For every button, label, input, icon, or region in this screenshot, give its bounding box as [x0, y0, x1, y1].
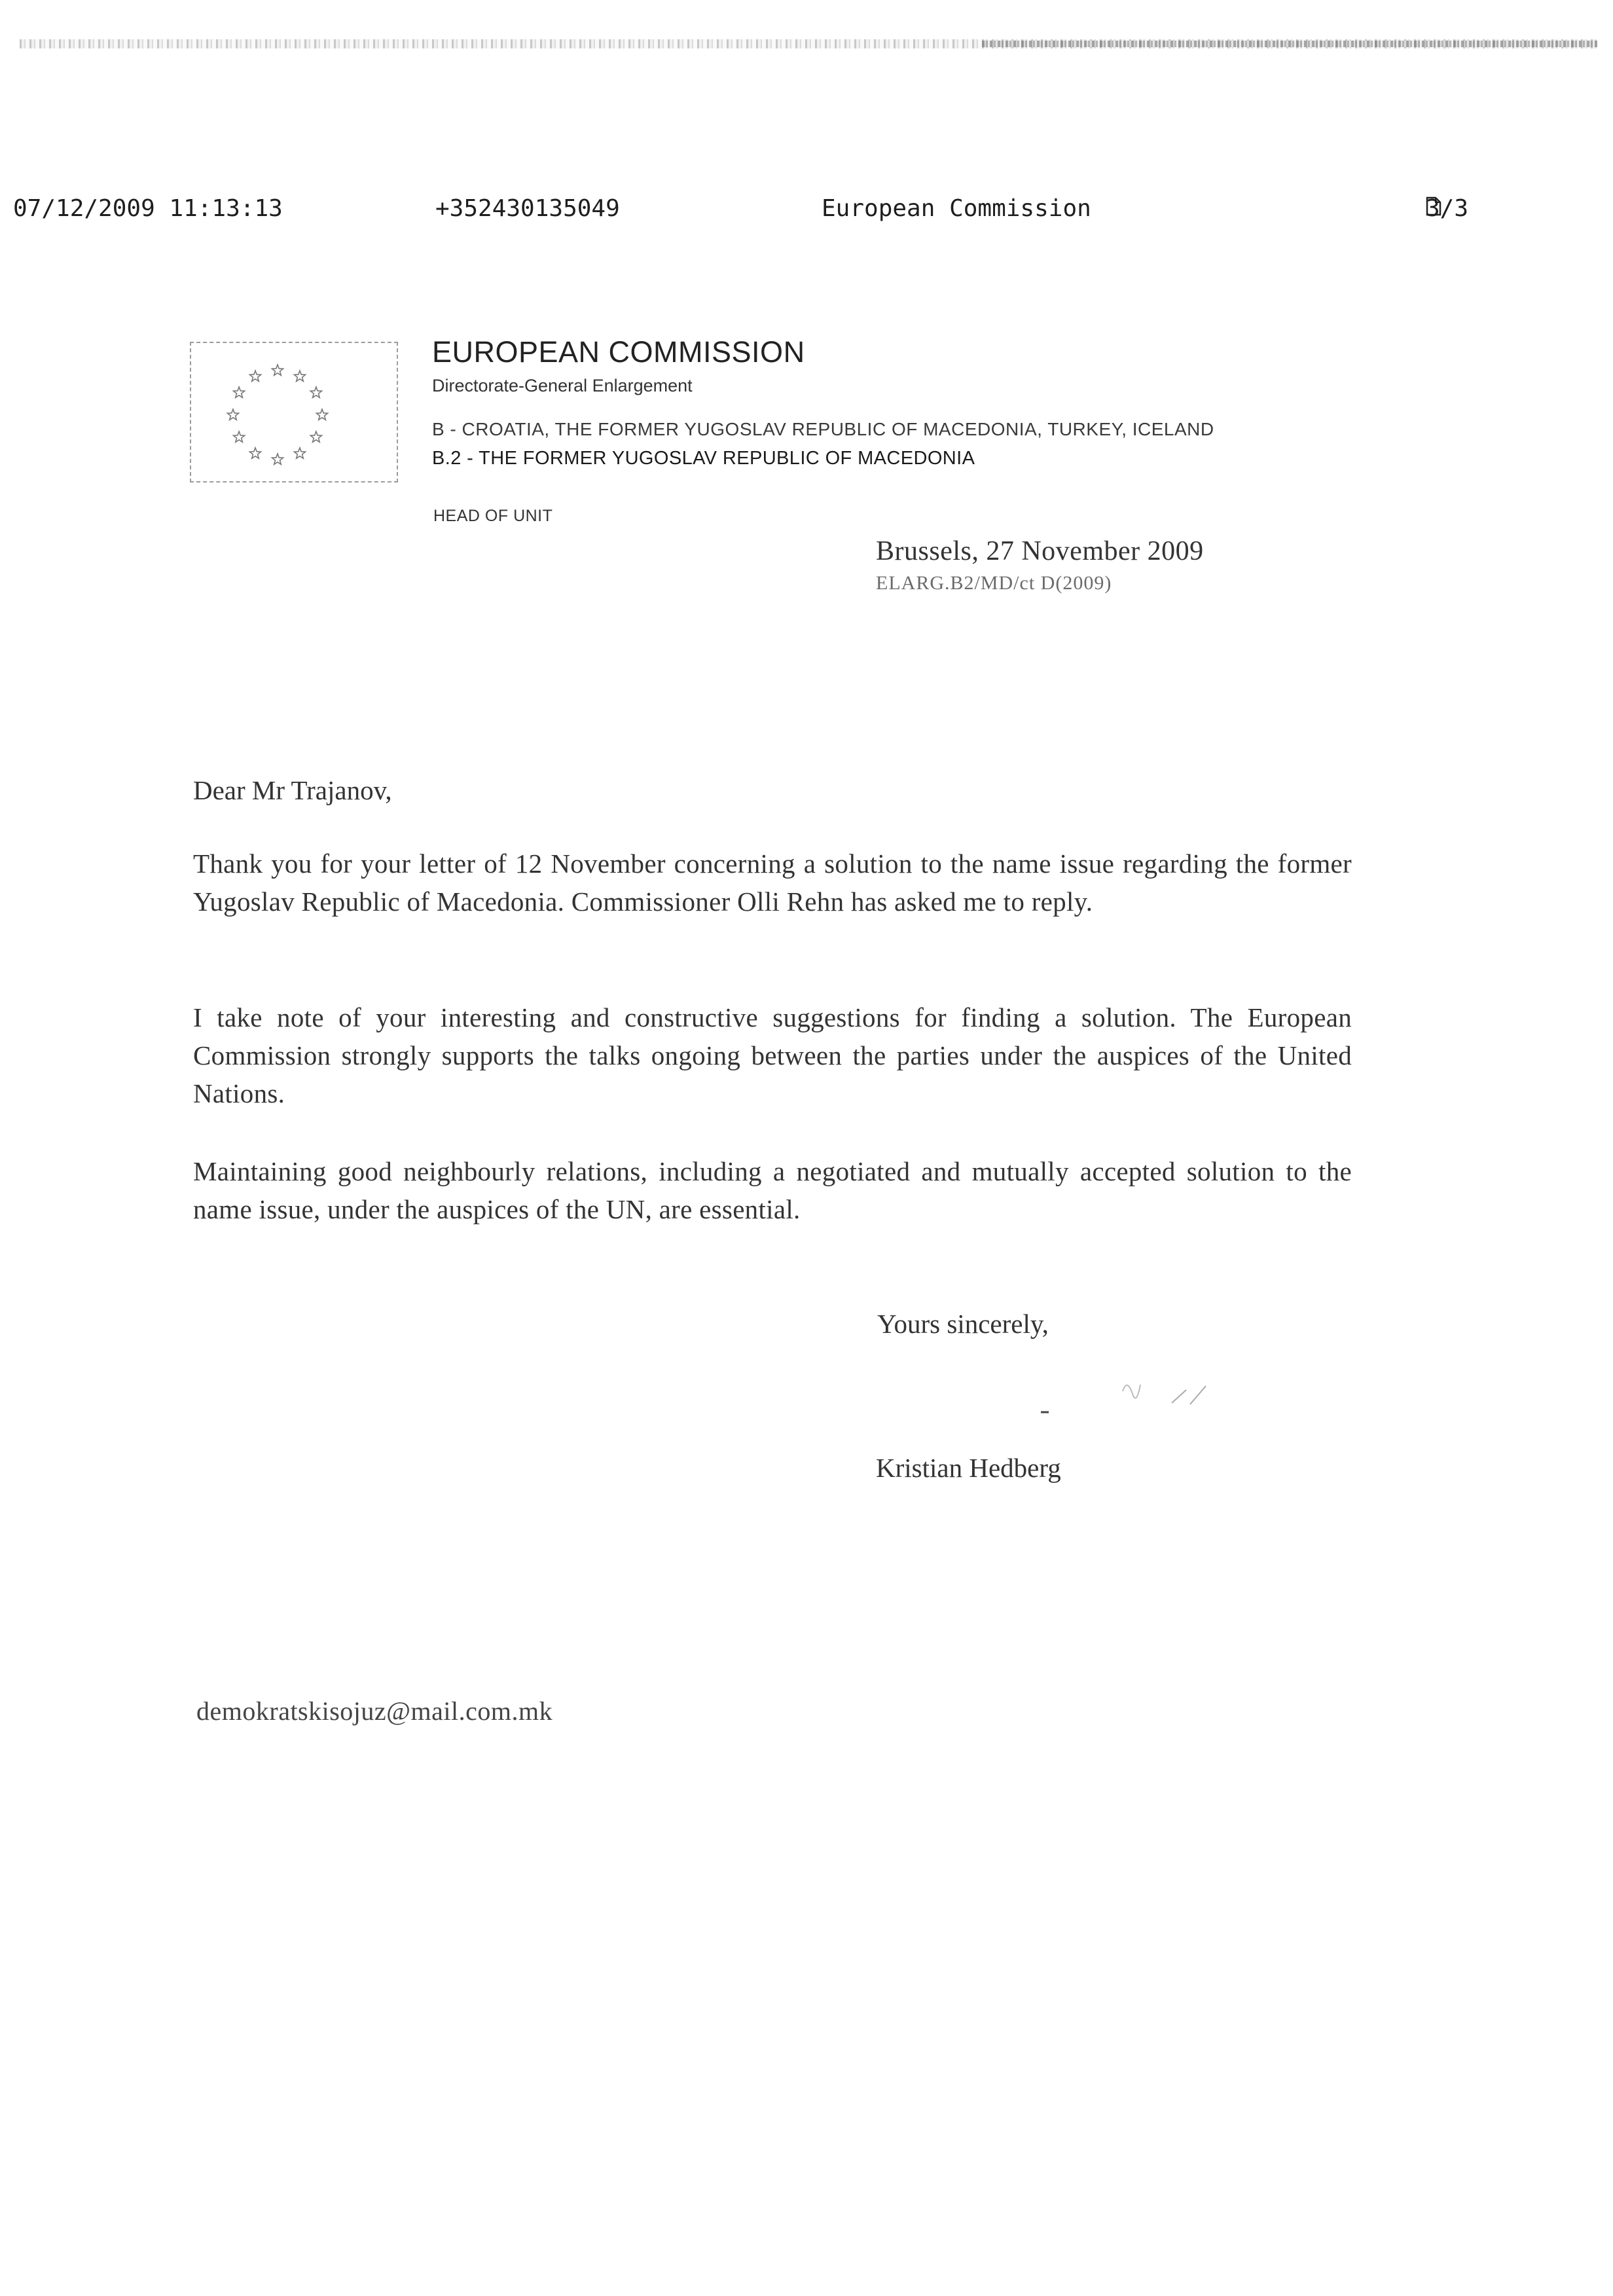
directorate-general: Directorate-General Enlargement	[432, 376, 693, 395]
signatory-name: Kristian Hedberg	[876, 1453, 1061, 1483]
eu-star	[272, 365, 283, 375]
fax-sender: European Commission	[822, 195, 1091, 222]
eu-star	[294, 371, 305, 381]
directorate: B - CROATIA, THE FORMER YUGOSLAV REPUBLIC OF MACEDONIA, TURKEY, ICELAND	[432, 419, 1214, 439]
eu-star	[234, 387, 245, 397]
eu-stars-icon	[191, 343, 399, 484]
paragraph: I take note of your interesting and constructive suggestions for finding a solution. The European Commission strongly supports the talks ongoing between the parties under the auspices of the United Nations.	[193, 1002, 1352, 1108]
fax-scan-noise-dark	[982, 41, 1597, 47]
fax-header	[0, 195, 1613, 234]
eu-star	[310, 387, 321, 397]
closing: Yours sincerely,	[877, 1309, 1049, 1339]
fax-page-number: 3/3	[1426, 195, 1469, 222]
head-of-unit: HEAD OF UNIT	[433, 507, 553, 525]
eu-star	[249, 371, 261, 381]
paragraph: Thank you for your letter of 12 November concerning a solution to the name issue regarding the former Yugoslav Republic of Macedonia. Commissioner Olli Rehn has asked me to reply.	[193, 848, 1352, 917]
eu-logo	[190, 342, 398, 483]
eu-star	[234, 431, 245, 442]
eu-star	[316, 409, 327, 420]
fax-number: +352430135049	[435, 195, 620, 222]
eu-star	[249, 448, 261, 458]
eu-star	[310, 431, 321, 442]
eu-star	[294, 448, 305, 458]
salutation: Dear Mr Trajanov,	[193, 775, 392, 805]
unit: B.2 - THE FORMER YUGOSLAV REPUBLIC OF MACEDONIA	[432, 448, 975, 469]
fax-datetime: 07/12/2009 11:13:13	[13, 195, 283, 222]
place-date: Brussels, 27 November 2009	[876, 536, 1204, 566]
organisation-title: EUROPEAN COMMISSION	[432, 335, 805, 369]
signature-icon	[1034, 1365, 1231, 1427]
email-address: demokratskisojuz@mail.com.mk	[196, 1696, 553, 1726]
eu-star	[227, 409, 238, 420]
paragraph: Maintaining good neighbourly relations, including a negotiated and mutually accepted solution to the name issue, under the auspices of the UN, are essential.	[193, 1156, 1352, 1224]
reference: ELARG.B2/MD/ct D(2009)	[876, 572, 1112, 594]
eu-star	[272, 454, 283, 464]
